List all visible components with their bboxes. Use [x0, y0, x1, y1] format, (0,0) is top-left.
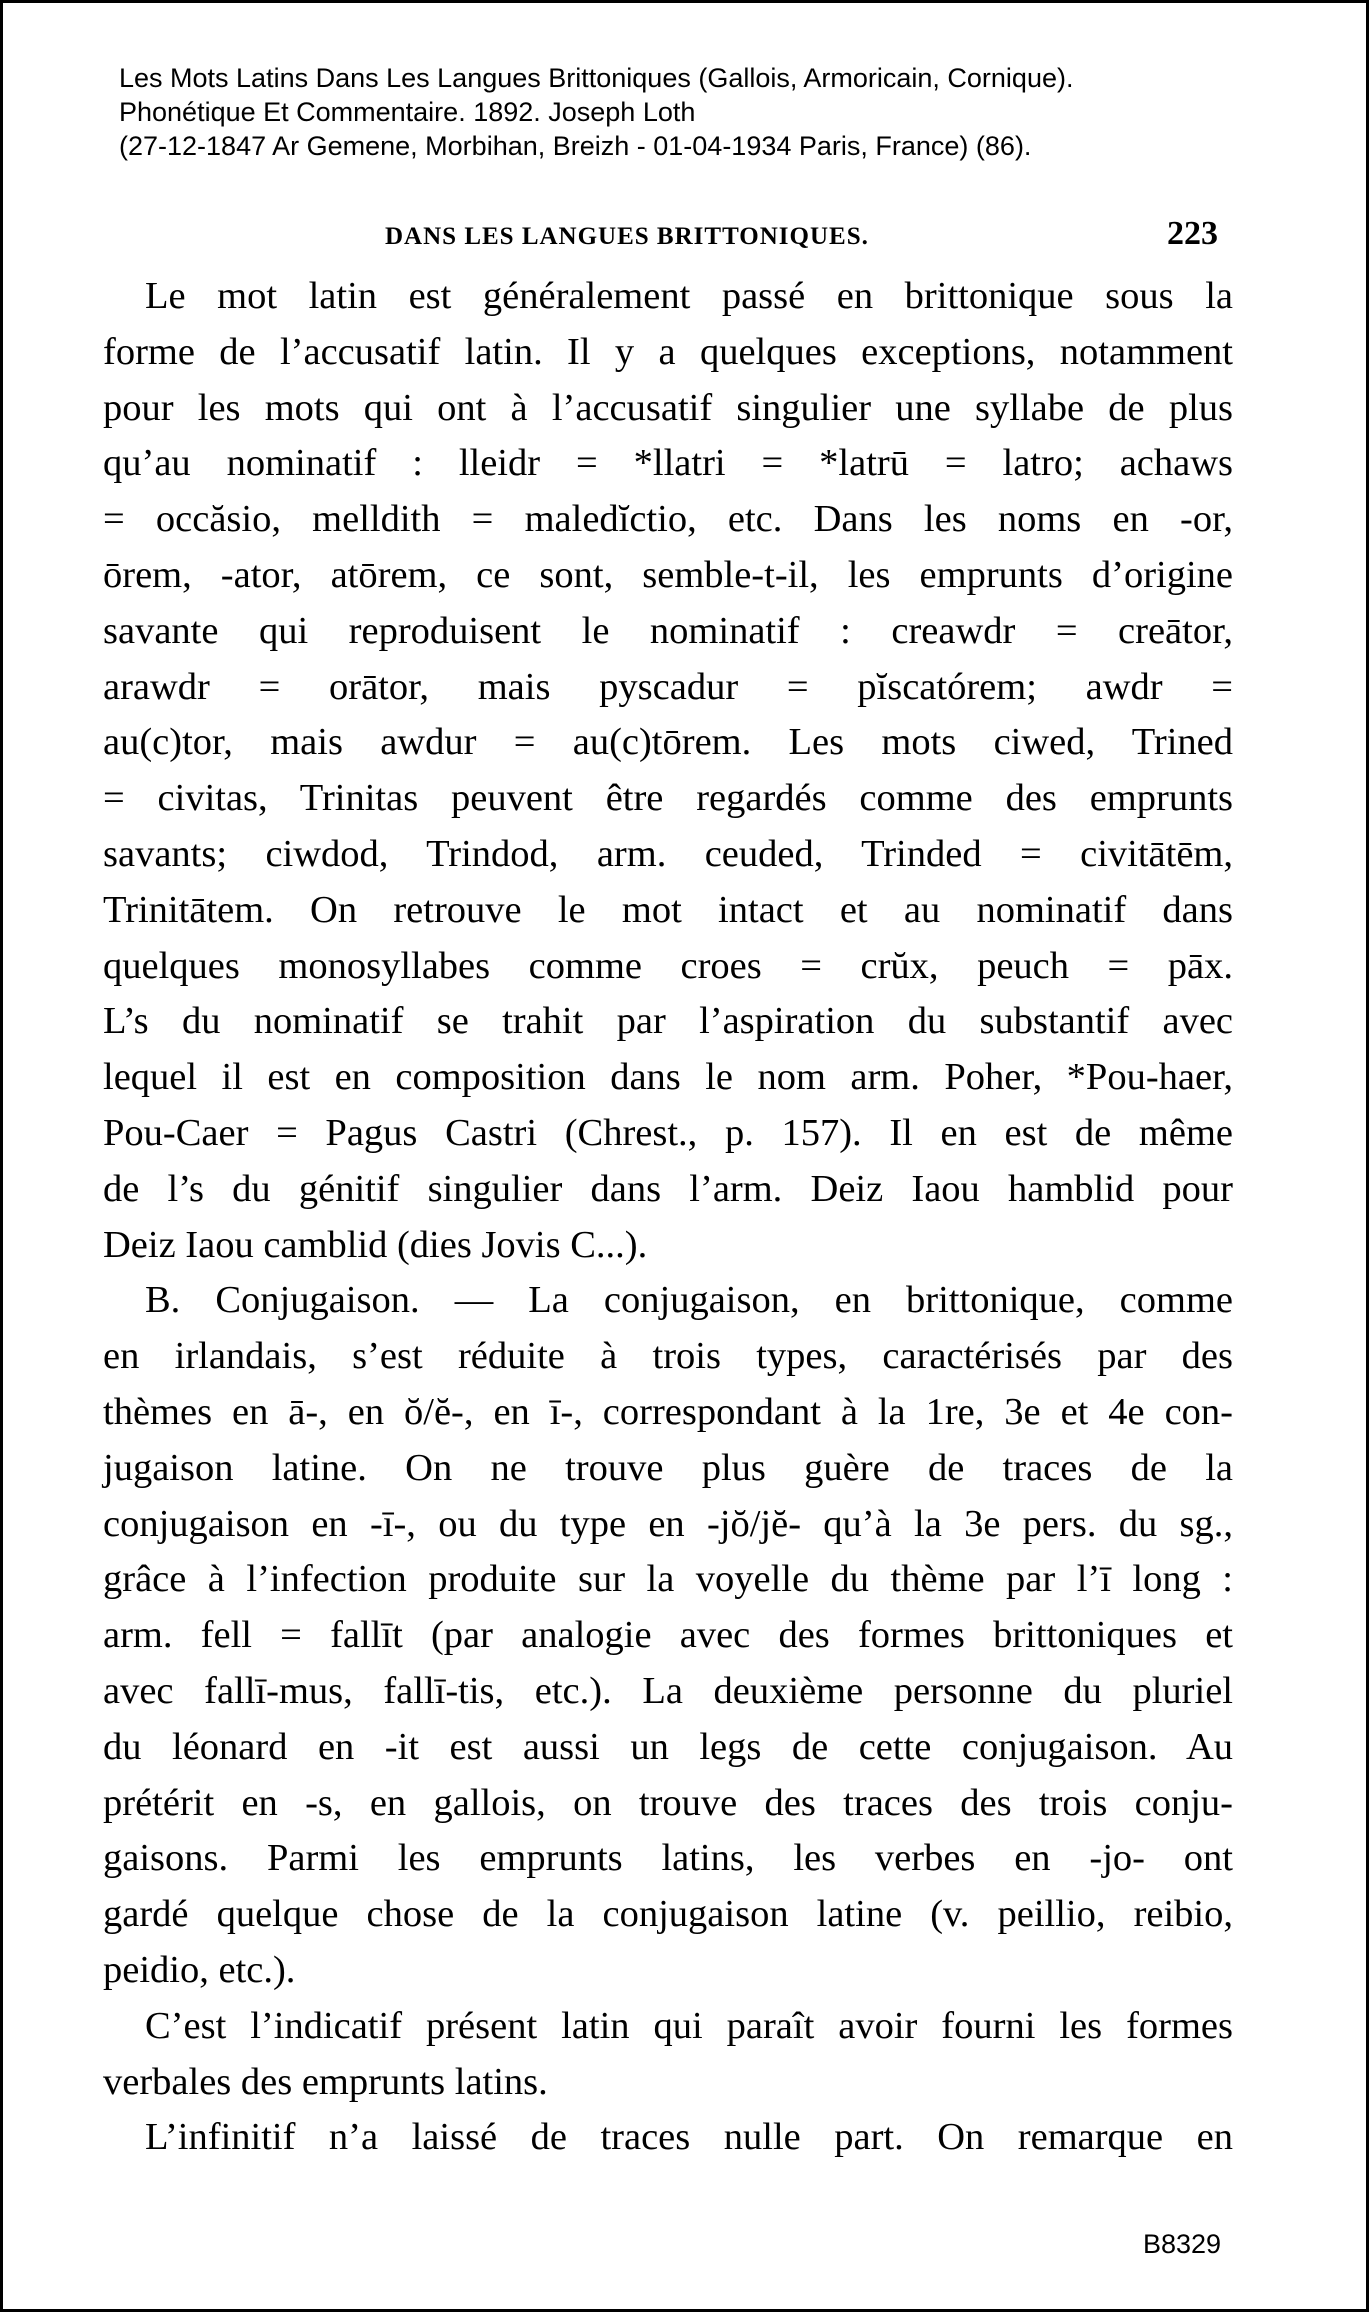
text-line: C’est l’indicatif présent latin qui paraît avoir fourni les formes: [145, 2004, 1233, 2047]
text-line: B. Conjugaison. — La conjugaison, en brittonique, comme: [145, 1279, 1233, 1322]
text-line: verbales des emprunts latins.: [103, 2060, 548, 2103]
source-line-2: Phonétique Et Commentaire. 1892. Joseph Loth: [119, 97, 696, 127]
text-line: qu’au nominatif : lleidr = *llatri = *latrū = latro; achaws: [103, 442, 1233, 485]
text-line: jugaison latine. On ne trouve plus guère de traces de la: [103, 1446, 1233, 1489]
text-line: L’infinitif n’a laissé de traces nulle part. On remarque en: [145, 2116, 1233, 2159]
text-line: Trinitātem. On retrouve le mot intact et au nominatif dans: [103, 888, 1233, 931]
text-line: peidio, etc.).: [103, 1948, 296, 1991]
text-line: du léonard en -it est aussi un legs de cette conjugaison. Au: [103, 1725, 1233, 1768]
text-line: conjugaison en -ī-, ou du type en -jŏ/jĕ- qu’à la 3e pers. du sg.,: [103, 1502, 1233, 1545]
text-line: pour les mots qui ont à l’accusatif singulier une syllabe de plus: [103, 386, 1233, 429]
text-line: thèmes en ā-, en ŏ/ĕ-, en ī-, correspondant à la 1re, 3e et 4e con-: [103, 1390, 1233, 1433]
text-line: Deiz Iaou camblid (dies Jovis C...).: [103, 1223, 648, 1266]
text-line: savants; ciwdod, Trindod, arm. ceuded, Trinded = civitātēm,: [103, 832, 1233, 875]
text-line: au(c)tor, mais awdur = au(c)tōrem. Les mots ciwed, Trined: [103, 721, 1233, 764]
text-line: Pou-Caer = Pagus Castri (Chrest., p. 157). Il en est de même: [103, 1111, 1233, 1154]
text-line: gardé quelque chose de la conjugaison latine (v. peillio, reibio,: [103, 1893, 1233, 1936]
source-citation: [119, 61, 1319, 163]
text-line: gaisons. Parmi les emprunts latins, les verbes en -jo- ont: [103, 1837, 1233, 1880]
text-line: Le mot latin est généralement passé en brittonique sous la: [145, 275, 1233, 317]
text-line: = civitas, Trinitas peuvent être regardés comme des emprunts: [103, 777, 1233, 820]
document-id: B8329: [1143, 2229, 1222, 2259]
page-number: 223: [1167, 215, 1218, 252]
text-line: avec fallī-mus, fallī-tis, etc.). La deuxième personne du pluriel: [103, 1669, 1233, 1712]
text-line: forme de l’accusatif latin. Il y a quelques exceptions, notamment: [103, 330, 1233, 373]
source-line-3: (27-12-1847 Ar Gemene, Morbihan, Breizh - 01-04-1934 Paris, France) (86).: [119, 131, 1032, 161]
text-line: L’s du nominatif se trahit par l’aspiration du substantif avec: [103, 1000, 1233, 1043]
source-line-1: Les Mots Latins Dans Les Langues Brittoniques (Gallois, Armoricain, Cornique).: [119, 63, 1074, 93]
text-line: quelques monosyllabes comme croes = crŭx, peuch = pāx.: [103, 944, 1233, 987]
text-line: grâce à l’infection produite sur la voyelle du thème par l’ī long :: [103, 1558, 1233, 1601]
text-line: lequel il est en composition dans le nom arm. Poher, *Pou-haer,: [103, 1056, 1233, 1099]
text-line: en irlandais, s’est réduite à trois types, caractérisés par des: [103, 1335, 1233, 1378]
text-line: ōrem, -ator, atōrem, ce sont, semble-t-il, les emprunts d’origine: [103, 553, 1233, 596]
text-line: arawdr = orātor, mais pyscadur = pĭscatórem; awdr =: [103, 665, 1233, 708]
text-line: savante qui reproduisent le nominatif : creawdr = creātor,: [103, 609, 1233, 652]
text-line: de l’s du génitif singulier dans l’arm. Deiz Iaou hamblid pour: [103, 1167, 1233, 1210]
running-head: DANS LES LANGUES BRITTONIQUES.: [385, 223, 869, 250]
body-text: [103, 269, 1233, 2166]
text-line: prétérit en -s, en gallois, on trouve des traces des trois conju-: [103, 1781, 1233, 1824]
text-line: arm. fell = fallīt (par analogie avec des formes brittoniques et: [103, 1614, 1233, 1657]
text-line: = occăsio, melldith = maledĭctio, etc. Dans les noms en -or,: [103, 498, 1233, 541]
